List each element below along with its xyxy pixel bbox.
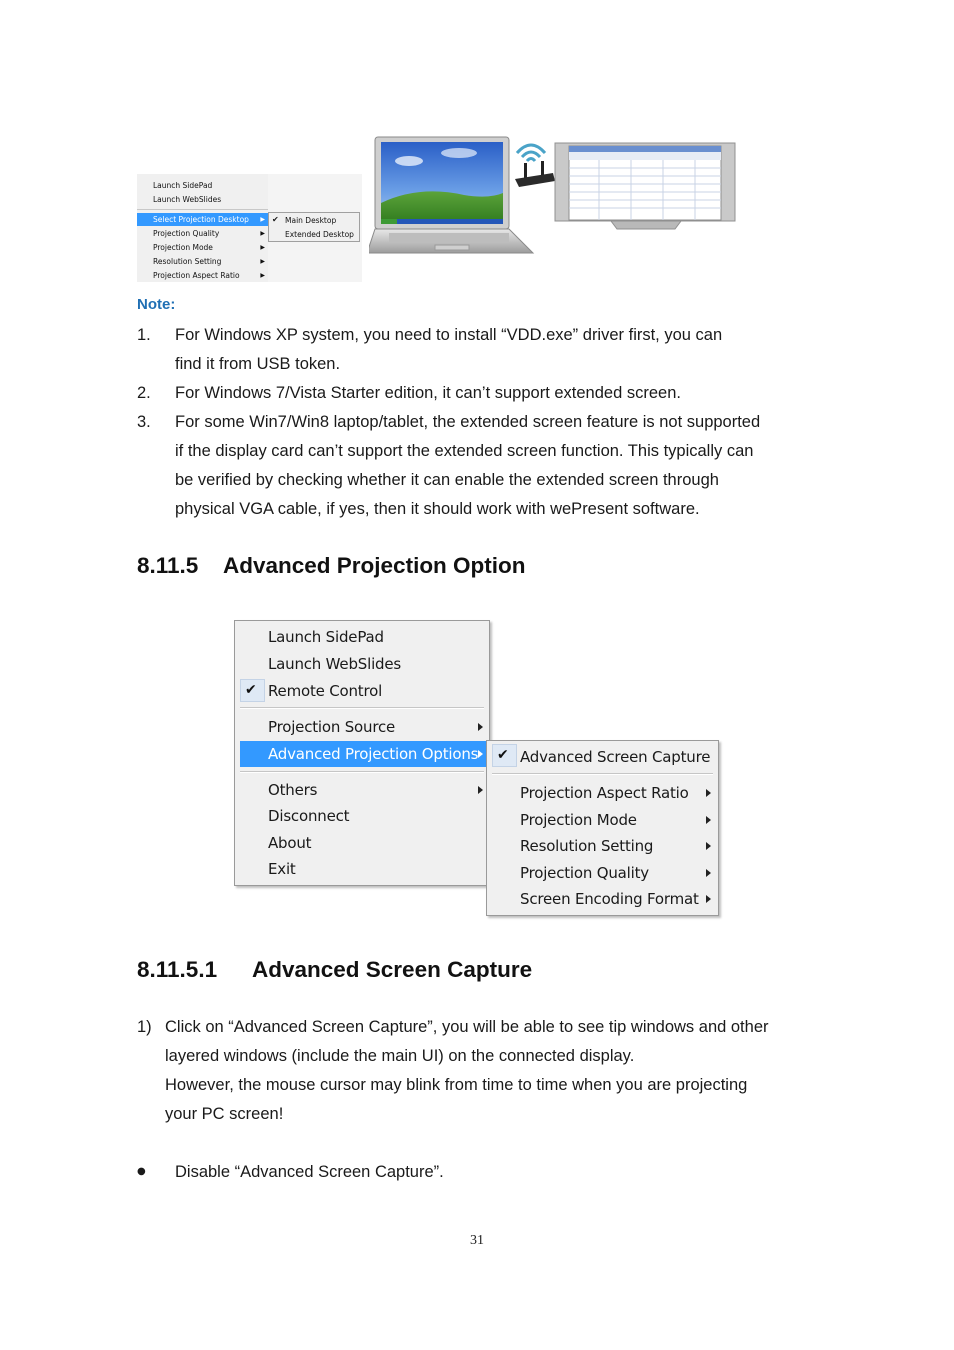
subsection-number: 8.11.5.1 bbox=[137, 957, 218, 982]
small-menu-item-resolution-setting[interactable] bbox=[137, 255, 268, 268]
submenu-arrow-icon bbox=[706, 789, 711, 797]
menu-item-disconnect[interactable]: Disconnect bbox=[268, 807, 350, 825]
subsection-title: Advanced Screen Capture bbox=[252, 957, 533, 982]
text-line: if the display card can’t support the extended screen function. This typically can bbox=[175, 442, 754, 460]
wireless-router-icon bbox=[515, 145, 555, 187]
small-menu-item-select-projection-desktop[interactable] bbox=[137, 213, 268, 226]
check-icon: ✔ bbox=[497, 747, 509, 763]
small-submenu-area bbox=[268, 174, 362, 282]
small-submenu-desktop bbox=[268, 212, 360, 242]
note-title: Note: bbox=[137, 296, 176, 313]
submenu-item-resolution-setting[interactable]: Resolution Setting bbox=[520, 837, 654, 855]
note-item-number: 2. bbox=[137, 384, 151, 402]
text-line: physical VGA cable, if yes, then it should work with wePresent software. bbox=[175, 500, 700, 518]
small-submenu-item-main-desktop[interactable]: Main Desktop bbox=[285, 216, 337, 225]
submenu-arrow-icon: ▶ bbox=[260, 230, 265, 237]
submenu-arrow-icon bbox=[478, 786, 483, 794]
menu-item-launch-webslides[interactable]: Launch WebSlides bbox=[268, 655, 402, 673]
note-item-text: For Windows 7/Vista Starter edition, it can’t support extended screen. bbox=[175, 384, 681, 402]
check-icon: ✔ bbox=[245, 682, 257, 698]
note-item-number: 3. bbox=[137, 413, 151, 431]
submenu-arrow-icon: ▶ bbox=[260, 244, 265, 251]
submenu-item-advanced-screen-capture[interactable]: Advanced Screen Capture bbox=[520, 748, 711, 766]
small-menu-item-launch-sidepad[interactable]: Launch SidePad bbox=[153, 181, 213, 190]
small-menu-item-launch-webslides[interactable]: Launch WebSlides bbox=[153, 195, 222, 204]
text-line: For Windows XP system, you need to install “VDD.exe” driver first, you can bbox=[175, 326, 723, 344]
menu-item-remote-control[interactable]: Remote Control bbox=[268, 682, 383, 700]
menu-separator bbox=[240, 771, 484, 773]
text-line: For some Win7/Win8 laptop/tablet, the extended screen feature is not supported bbox=[175, 413, 761, 431]
advanced-options-submenu bbox=[486, 740, 719, 916]
small-submenu-item-extended-desktop[interactable]: Extended Desktop bbox=[285, 230, 354, 239]
text-line: layered windows (include the main UI) on the connected display. bbox=[165, 1047, 635, 1065]
step-number: 1) bbox=[137, 1018, 152, 1036]
submenu-arrow-icon: ▶ bbox=[260, 216, 265, 223]
check-icon: ✔ bbox=[272, 215, 279, 224]
small-menu-item-label: Projection Quality bbox=[153, 229, 220, 238]
menu-item-advanced-projection-options[interactable]: Advanced Projection Options bbox=[268, 745, 479, 763]
small-menu-item-label: Resolution Setting bbox=[153, 257, 222, 266]
small-menu-item-label: Select Projection Desktop bbox=[153, 215, 249, 224]
small-context-menu bbox=[137, 174, 269, 282]
text-line: Click on “Advanced Screen Capture”, you will be able to see tip windows and other bbox=[165, 1018, 769, 1036]
submenu-arrow-icon bbox=[478, 750, 483, 758]
text-line: your PC screen! bbox=[165, 1105, 284, 1123]
submenu-arrow-icon: ▶ bbox=[260, 272, 265, 279]
extended-desktop-illustration bbox=[369, 123, 737, 263]
laptop-icon bbox=[369, 137, 533, 253]
small-menu-item-label: Projection Mode bbox=[153, 243, 213, 252]
bullet-icon: ● bbox=[137, 1166, 146, 1177]
submenu-item-projection-mode[interactable]: Projection Mode bbox=[520, 811, 637, 829]
main-context-menu bbox=[234, 620, 490, 886]
submenu-arrow-icon bbox=[706, 842, 711, 850]
submenu-item-projection-aspect-ratio[interactable]: Projection Aspect Ratio bbox=[520, 784, 689, 802]
small-menu-item-projection-mode[interactable] bbox=[137, 241, 268, 254]
small-menu-item-projection-quality[interactable] bbox=[137, 227, 268, 240]
submenu-arrow-icon: ▶ bbox=[260, 258, 265, 265]
section-number: 8.11.5 bbox=[137, 553, 199, 578]
submenu-arrow-icon bbox=[706, 869, 711, 877]
small-menu-item-label: Projection Aspect Ratio bbox=[153, 271, 240, 280]
menu-item-exit[interactable]: Exit bbox=[268, 860, 296, 878]
menu-item-others[interactable]: Others bbox=[268, 781, 318, 799]
menu-separator bbox=[240, 707, 484, 709]
submenu-arrow-icon bbox=[706, 895, 711, 903]
monitor-icon bbox=[555, 143, 735, 229]
small-menu-separator bbox=[137, 209, 268, 210]
submenu-item-projection-quality[interactable]: Projection Quality bbox=[520, 864, 649, 882]
text-line: find it from USB token. bbox=[175, 355, 341, 373]
text-line: However, the mouse cursor may blink from time to time when you are projecting bbox=[165, 1076, 748, 1094]
text-line: be verified by checking whether it can enable the extended screen through bbox=[175, 471, 719, 489]
note-item-number: 1. bbox=[137, 326, 151, 344]
page-number: 31 bbox=[470, 1233, 484, 1248]
menu-item-about[interactable]: About bbox=[268, 834, 312, 852]
step-text bbox=[165, 1013, 825, 1129]
menu-separator bbox=[492, 773, 713, 775]
section-title: Advanced Projection Option bbox=[223, 553, 526, 578]
small-menu-item-projection-aspect-ratio[interactable] bbox=[137, 269, 268, 282]
submenu-arrow-icon bbox=[706, 816, 711, 824]
note-item-text bbox=[175, 408, 817, 524]
submenu-arrow-icon bbox=[478, 723, 483, 731]
bullet-text: Disable “Advanced Screen Capture”. bbox=[175, 1163, 444, 1181]
menu-item-launch-sidepad[interactable]: Launch SidePad bbox=[268, 628, 384, 646]
menu-item-projection-source[interactable]: Projection Source bbox=[268, 718, 396, 736]
note-item-text bbox=[175, 321, 817, 379]
submenu-item-screen-encoding-format[interactable]: Screen Encoding Format bbox=[520, 890, 699, 908]
